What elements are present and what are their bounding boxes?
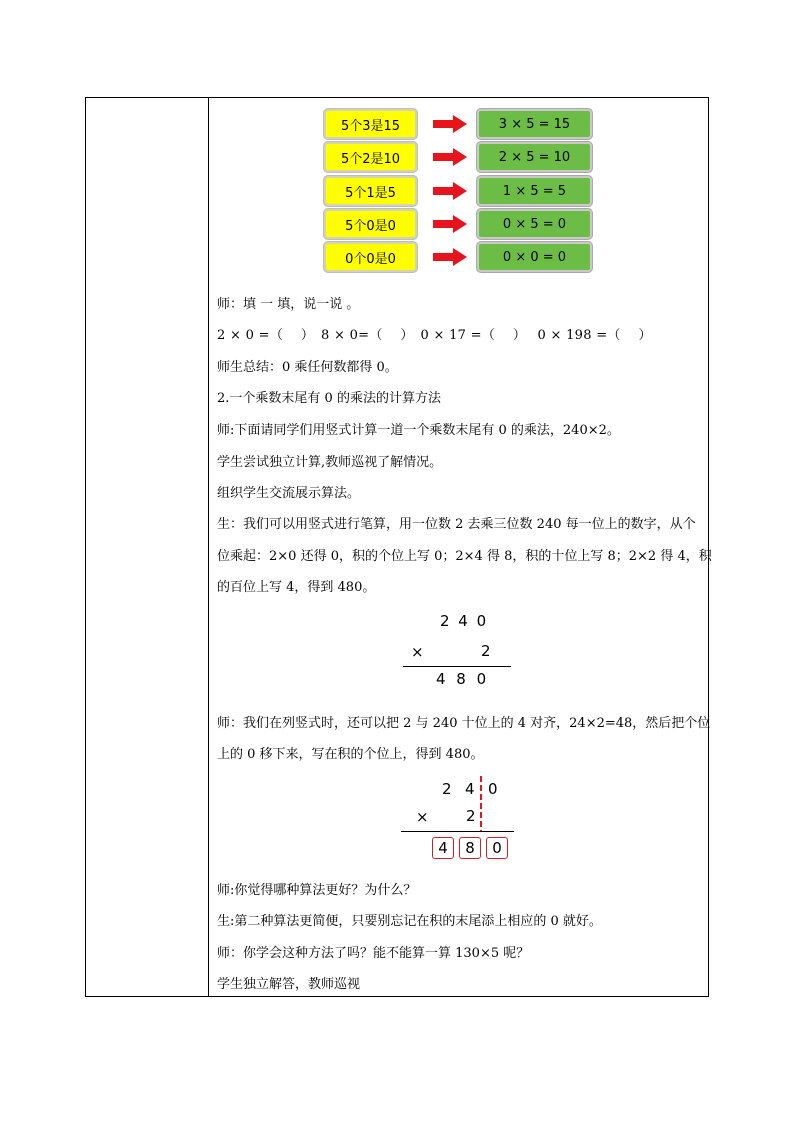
- student-explanation: 的百位上写 4，得到 480。: [217, 580, 376, 595]
- equation-box: 0 × 0 = 0: [477, 242, 592, 272]
- summary-line: 师生总结：0 乘任何数都得 0。: [217, 360, 398, 375]
- right-arrow-icon: [433, 215, 467, 233]
- statement-box: 5个2是10: [324, 142, 417, 172]
- multiplicand: 2 4 0: [440, 612, 489, 630]
- equation-box: 0 × 5 = 0: [477, 209, 592, 239]
- activity-line: 学生尝试独立计算,教师巡视了解情况。: [217, 455, 443, 470]
- product: 4 8 0: [436, 670, 490, 688]
- right-arrow-icon: [433, 248, 467, 266]
- multiplicand-digit: 4: [465, 780, 475, 798]
- teacher-prompt: 师：填 一 填，说一说 。: [217, 297, 360, 312]
- multiplicand-digit: 0: [488, 780, 498, 798]
- alignment-dashed-line: [478, 776, 484, 832]
- fill-blank-exercise: 2 × 0 =（ ） 8 × 0=（ ） 0 × 17 =（ ） 0 × 198 =（ ）: [217, 328, 652, 343]
- right-arrow-icon: [433, 182, 467, 200]
- activity-line: 组织学生交流展示算法。: [217, 486, 361, 501]
- product-digit-box: 8: [459, 837, 481, 859]
- equation-box: 3 × 5 = 15: [477, 109, 592, 139]
- teacher-question: 师：你学会这种方法了吗？能不能算一算 130×5 呢？: [217, 946, 530, 961]
- equation-box: 1 × 5 = 5: [477, 176, 592, 206]
- multiply-sign: ×: [411, 643, 424, 661]
- product-digit-box: 4: [432, 837, 454, 859]
- student-explanation: 生：我们可以用竖式进行笔算，用一位数 2 去乘三位数 240 每一位上的数字，从个: [217, 517, 696, 532]
- calc-line: [403, 666, 511, 667]
- equation-box: 2 × 5 = 10: [477, 142, 592, 172]
- student-answer: 生:第二种算法更简便，只要别忘记在积的末尾添上相应的 0 就好。: [217, 914, 602, 929]
- statement-box: 5个0是0: [324, 209, 417, 239]
- multiplier: 2: [481, 642, 491, 660]
- multiply-sign: ×: [416, 808, 429, 826]
- calc-line: [401, 831, 514, 832]
- product-digit-box: 0: [486, 837, 508, 859]
- right-arrow-icon: [433, 115, 467, 133]
- student-explanation: 位乘起：2×0 还得 0，积的个位上写 0；2×4 得 8，积的十位上写 8；2×2 得 4，积: [217, 549, 712, 564]
- statement-box: 0个0是0: [324, 242, 417, 272]
- teacher-explanation: 上的 0 移下来，写在积的个位上，得到 480。: [217, 747, 484, 762]
- activity-line: 学生独立解答，教师巡视: [217, 977, 361, 992]
- column-divider: [208, 98, 209, 996]
- multiplicand-digit: 2: [442, 780, 452, 798]
- teacher-question: 师:你觉得哪种算法更好？为什么？: [217, 883, 417, 898]
- statement-box: 5个1是5: [324, 176, 417, 206]
- statement-box: 5个3是15: [324, 109, 417, 139]
- teacher-explanation: 师：我们在列竖式时，还可以把 2 与 240 十位上的 4 对齐，24×2=48，然后把个位: [217, 716, 711, 731]
- section-heading: 2.一个乘数末尾有 0 的乘法的计算方法: [217, 391, 441, 406]
- teacher-instruction: 师:下面请同学们用竖式计算一道一个乘数末尾有 0 的乘法，240×2。: [217, 423, 620, 438]
- multiplier: 2: [466, 807, 476, 825]
- right-arrow-icon: [433, 148, 467, 166]
